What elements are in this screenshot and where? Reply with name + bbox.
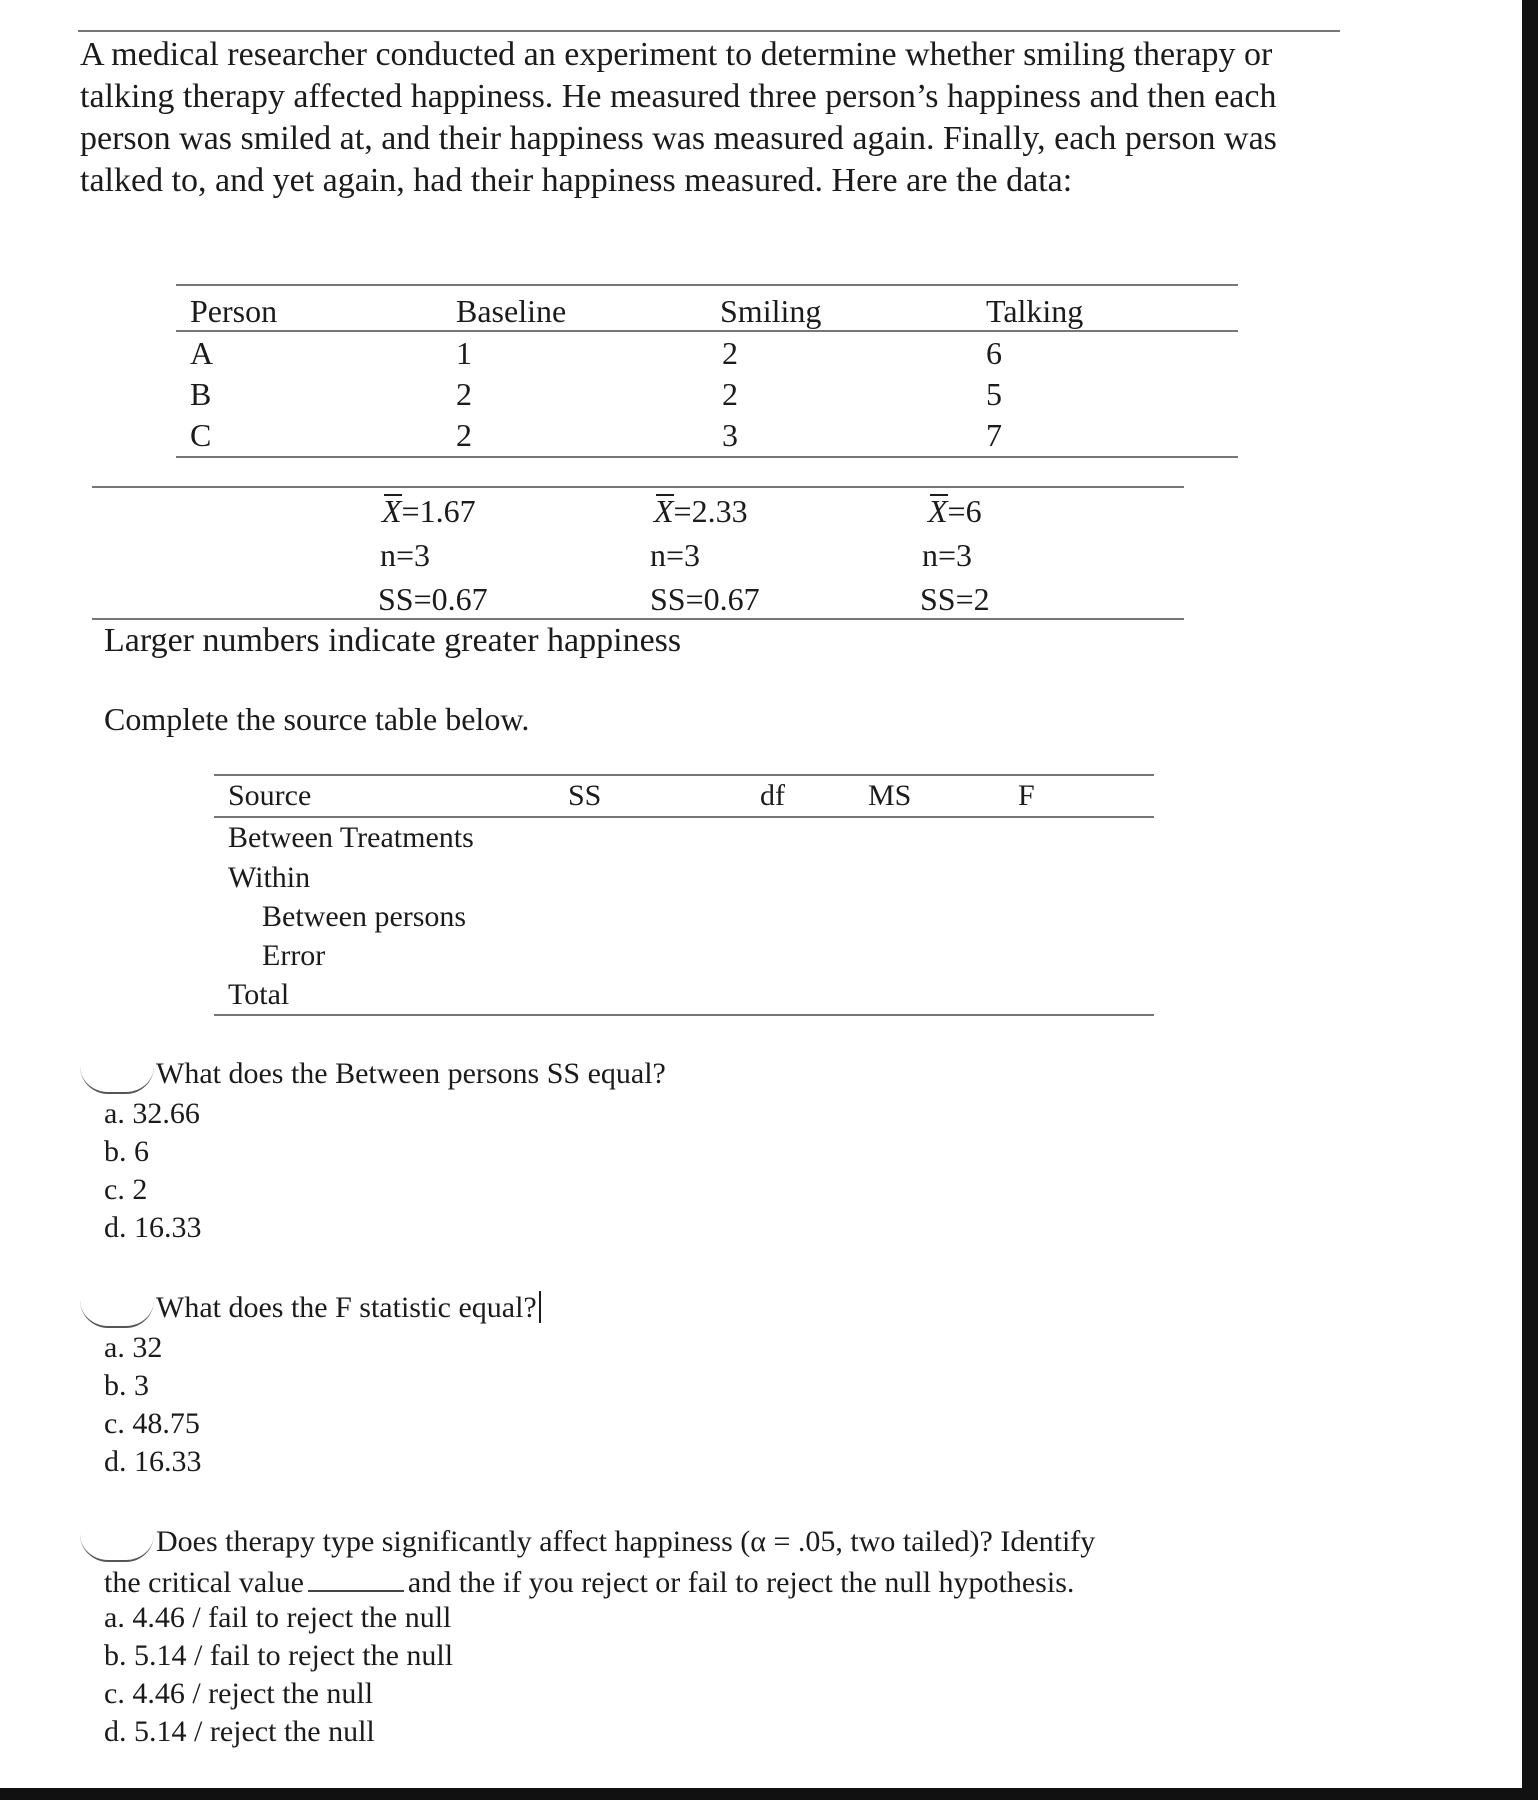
source-table-top-rule <box>214 774 1154 776</box>
question-2-option-a[interactable]: a. 32 <box>104 1331 163 1364</box>
top-rule <box>78 30 1340 32</box>
data-header-smiling: Smiling <box>720 293 822 329</box>
source-row-error: Error <box>262 939 326 972</box>
question-1-prompt: What does the Between persons SS equal? <box>156 1057 666 1090</box>
source-header-ss: SS <box>568 779 602 812</box>
talking-ss: SS=2 <box>920 581 990 617</box>
baseline-ss: SS=0.67 <box>378 581 488 617</box>
data-table-bottom-rule <box>176 456 1238 458</box>
data-cell-person: B <box>190 376 212 412</box>
note-text: Larger numbers indicate greater happiness <box>104 622 682 659</box>
question-3-option-b[interactable]: b. 5.14 / fail to reject the null <box>104 1639 454 1672</box>
question-1-option-a[interactable]: a. 32.66 <box>104 1097 200 1130</box>
data-cell-smiling: 2 <box>722 376 738 412</box>
data-header-baseline: Baseline <box>456 293 567 329</box>
xbar-symbol: X <box>382 493 402 529</box>
question-3-prompt-line-1: Does therapy type significantly affect happiness (α = .05, two tailed)? Identify <box>156 1525 1096 1558</box>
question-3-option-a[interactable]: a. 4.46 / fail to reject the null <box>104 1601 452 1634</box>
question-2-option-b[interactable]: b. 3 <box>104 1369 149 1402</box>
smiling-ss: SS=0.67 <box>650 581 760 617</box>
xbar-symbol: X <box>654 493 674 529</box>
source-header-ms: MS <box>868 779 912 812</box>
xbar-symbol: X <box>928 493 948 529</box>
data-cell-baseline: 2 <box>456 417 472 453</box>
data-table-header-rule <box>176 330 1238 332</box>
source-row-between-persons: Between persons <box>262 900 467 933</box>
data-cell-person: C <box>190 417 212 453</box>
data-cell-talking: 5 <box>986 376 1002 412</box>
summary-top-rule <box>92 486 1184 488</box>
source-row-between-treatments: Between Treatments <box>228 821 474 854</box>
data-header-person: Person <box>190 293 278 329</box>
baseline-n: n=3 <box>380 537 431 573</box>
question-1-option-c[interactable]: c. 2 <box>104 1173 148 1206</box>
data-cell-smiling: 3 <box>722 417 738 453</box>
question-2-prompt: What does the F statistic equal? <box>156 1290 541 1326</box>
answer-blank-q1[interactable] <box>80 1066 154 1094</box>
source-header-df: df <box>760 779 785 812</box>
question-1-option-d[interactable]: d. 16.33 <box>104 1211 202 1244</box>
text-cursor <box>539 1291 541 1323</box>
answer-blank-q3[interactable] <box>80 1534 154 1562</box>
smiling-n: n=3 <box>650 537 701 573</box>
question-3-option-c[interactable]: c. 4.46 / reject the null <box>104 1677 374 1710</box>
question-2-option-d[interactable]: d. 16.33 <box>104 1445 202 1478</box>
source-row-within: Within <box>228 861 311 894</box>
talking-mean: X=6 <box>928 493 982 529</box>
question-3-prompt-line-2: the critical value and the if you reject or fail to reject the null hypothesis. <box>104 1562 1074 1601</box>
source-table-header-rule <box>214 816 1154 818</box>
data-cell-talking: 6 <box>986 335 1002 371</box>
smiling-mean: X=2.33 <box>654 493 748 529</box>
source-row-total: Total <box>228 978 290 1011</box>
data-cell-talking: 7 <box>986 417 1002 453</box>
answer-blank-q2[interactable] <box>80 1300 154 1328</box>
source-header-source: Source <box>228 779 312 812</box>
data-table-top-rule <box>176 284 1238 286</box>
intro-paragraph: A medical researcher conducted an experiment to determine whether smiling therapy or talking therapy affected happiness. He measured three person’s happiness and then each person was smiled at, and their happiness was measured again. Finally, each person was talked to, and yet again, had their happiness measured. Here are the data: <box>80 36 1277 199</box>
source-header-f: F <box>1018 779 1035 812</box>
question-2-option-c[interactable]: c. 48.75 <box>104 1407 200 1440</box>
source-table-bottom-rule <box>214 1014 1154 1016</box>
data-header-talking: Talking <box>986 293 1084 329</box>
data-cell-baseline: 2 <box>456 376 472 412</box>
data-cell-baseline: 1 <box>456 335 472 371</box>
data-cell-person: A <box>190 335 214 371</box>
baseline-mean: X=1.67 <box>382 493 476 529</box>
question-3-option-d[interactable]: d. 5.14 / reject the null <box>104 1715 375 1748</box>
data-cell-smiling: 2 <box>722 335 738 371</box>
talking-n: n=3 <box>922 537 973 573</box>
instruction-text: Complete the source table below. <box>104 701 530 737</box>
question-1-option-b[interactable]: b. 6 <box>104 1135 149 1168</box>
critical-value-blank[interactable] <box>308 1562 404 1592</box>
